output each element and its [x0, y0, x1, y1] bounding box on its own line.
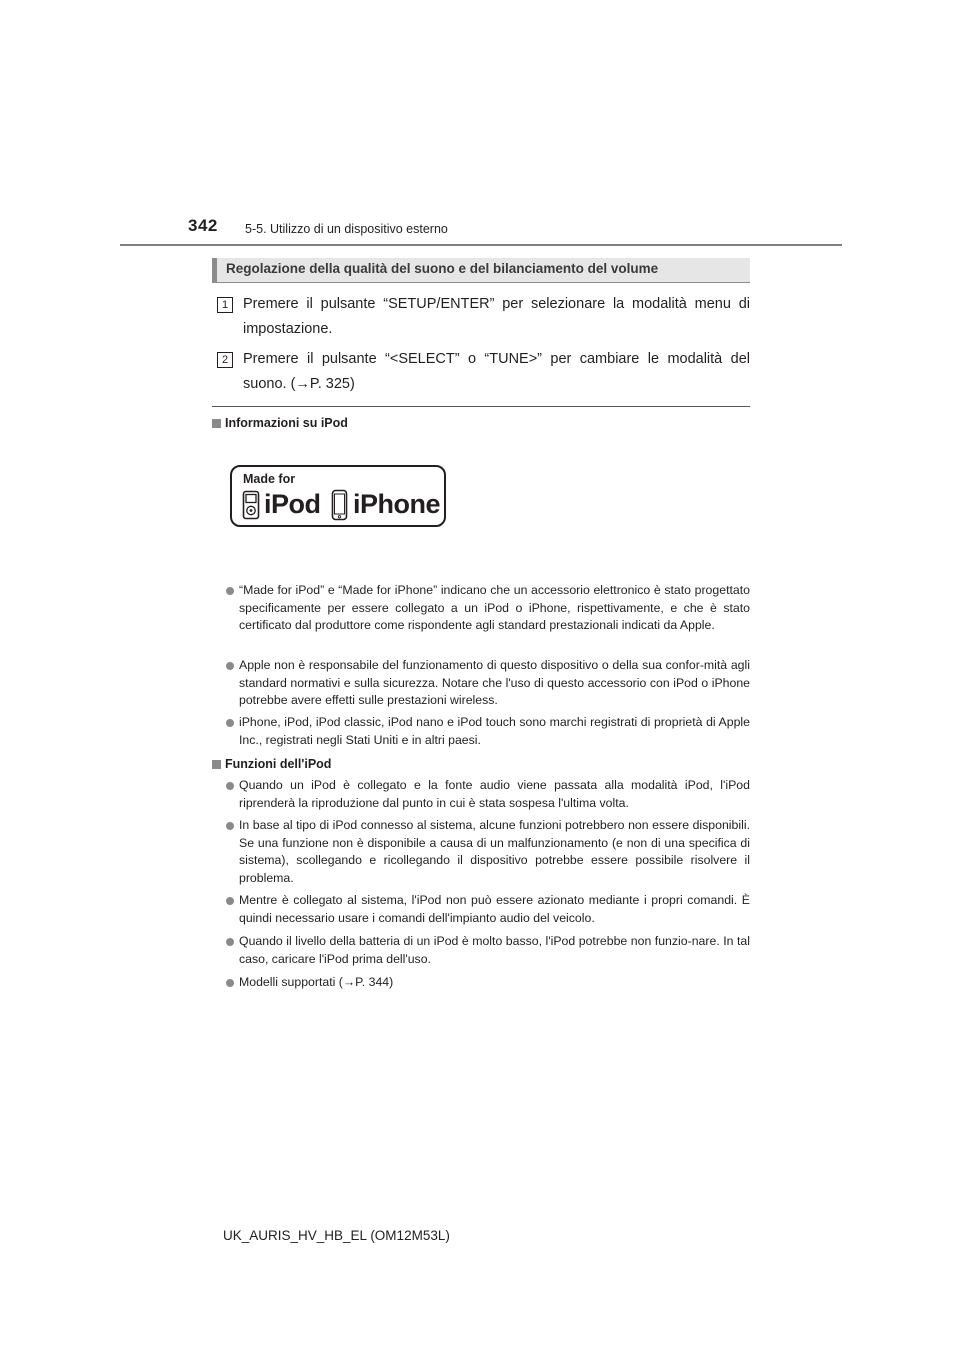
heading-square-icon [212, 760, 221, 769]
ipod-classic-icon [242, 490, 260, 520]
heading-informazioni-ipod [212, 416, 348, 430]
bullet-dot-icon [226, 979, 234, 987]
subsection-title: Regolazione della qualità del suono e del bilanciamento del volume [226, 261, 659, 276]
step-number-1: 1 [217, 297, 233, 313]
section-title: 5-5. Utilizzo di un dispositivo esterno [245, 222, 448, 236]
iphone-icon [331, 489, 348, 521]
logo-ipod-text: iPod [264, 489, 321, 519]
bullet-dot-icon [226, 719, 234, 727]
step-number-2: 2 [217, 352, 233, 368]
heading-square-icon [212, 419, 221, 428]
made-for-ipod-iphone-logo [230, 465, 446, 527]
step-text-1: Premere il pulsante “SETUP/ENTER” per selezionare la modalità menu di impostazione. [243, 296, 750, 337]
bullet-item: Quando il livello della batteria di un iPod è molto basso, l'iPod potrebbe non funzio-nare. In tal caso, caricare l'iPod prima dell'uso. [239, 934, 750, 966]
bullet-dot-icon [226, 782, 234, 790]
subsection-accent [212, 258, 217, 282]
logo-made-for: Made for [243, 472, 296, 486]
header-divider [120, 244, 842, 246]
bullet-dot-icon [226, 662, 234, 670]
bullet-item: In base al tipo di iPod connesso al sistema, alcune funzioni potrebbero non essere disponibili. Se una funzione non è disponibile a causa di un malfunzionamento (e non di una specifica di sistema), scollegando e ricollegando il dispositivo potrebbe essere possibile risolvere il problema. [239, 818, 750, 885]
step-text-2: Premere il pulsante “<SELECT” o “TUNE>” per cambiare le modalità del suono. (→P. 325) [243, 351, 750, 392]
bullet-dot-icon [226, 587, 234, 595]
heading-funzioni-ipod [212, 757, 331, 771]
logo-iphone-text: iPhone [353, 489, 441, 519]
heading-text: Informazioni su iPod [225, 416, 348, 430]
bullet-dot-icon [226, 822, 234, 830]
bullet-item: Modelli supportati (→P. 344) [239, 975, 394, 989]
page-number: 342 [188, 216, 218, 235]
bullet-item: Quando un iPod è collegato e la fonte audio viene passata alla modalità iPod, l'iPod riprenderà la riproduzione dal punto in cui è stata sospesa l'ultima volta. [239, 778, 750, 810]
bullet-item: Mentre è collegato al sistema, l'iPod non può essere azionato mediante i propri comandi. È quindi necessario usare i comandi dell'impianto audio del veicolo. [239, 893, 750, 925]
bullet-item: “Made for iPod” e “Made for iPhone” indicano che un accessorio elettronico è stato progettato specificamente per essere collegato a un iPod o iPhone, rispettivamente, e che è stato certificato dal produttore come rispondente agli standard prestazionali indicati da Apple. [239, 583, 750, 632]
bullet-dot-icon [226, 938, 234, 946]
bullet-item: Apple non è responsabile del funzionamento di questo dispositivo o della sua confor-mità agli standard normativi e sulla sicurezza. Notare che l'uso di questo accessorio con iPod o iPhone potrebbe avere effetti sulle prestazioni wireless. [239, 658, 750, 707]
footer-document-code: UK_AURIS_HV_HB_EL (OM12M53L) [223, 1228, 450, 1243]
bullet-dot-icon [226, 897, 234, 905]
subsection-title-bar [212, 258, 750, 283]
bullet-item: iPhone, iPod, iPod classic, iPod nano e iPod touch sono marchi registrati di proprietà di Apple Inc., registrati negli Stati Uniti e in altri paesi. [239, 715, 750, 747]
heading-text: Funzioni dell'iPod [225, 757, 332, 771]
steps-divider [212, 406, 750, 407]
